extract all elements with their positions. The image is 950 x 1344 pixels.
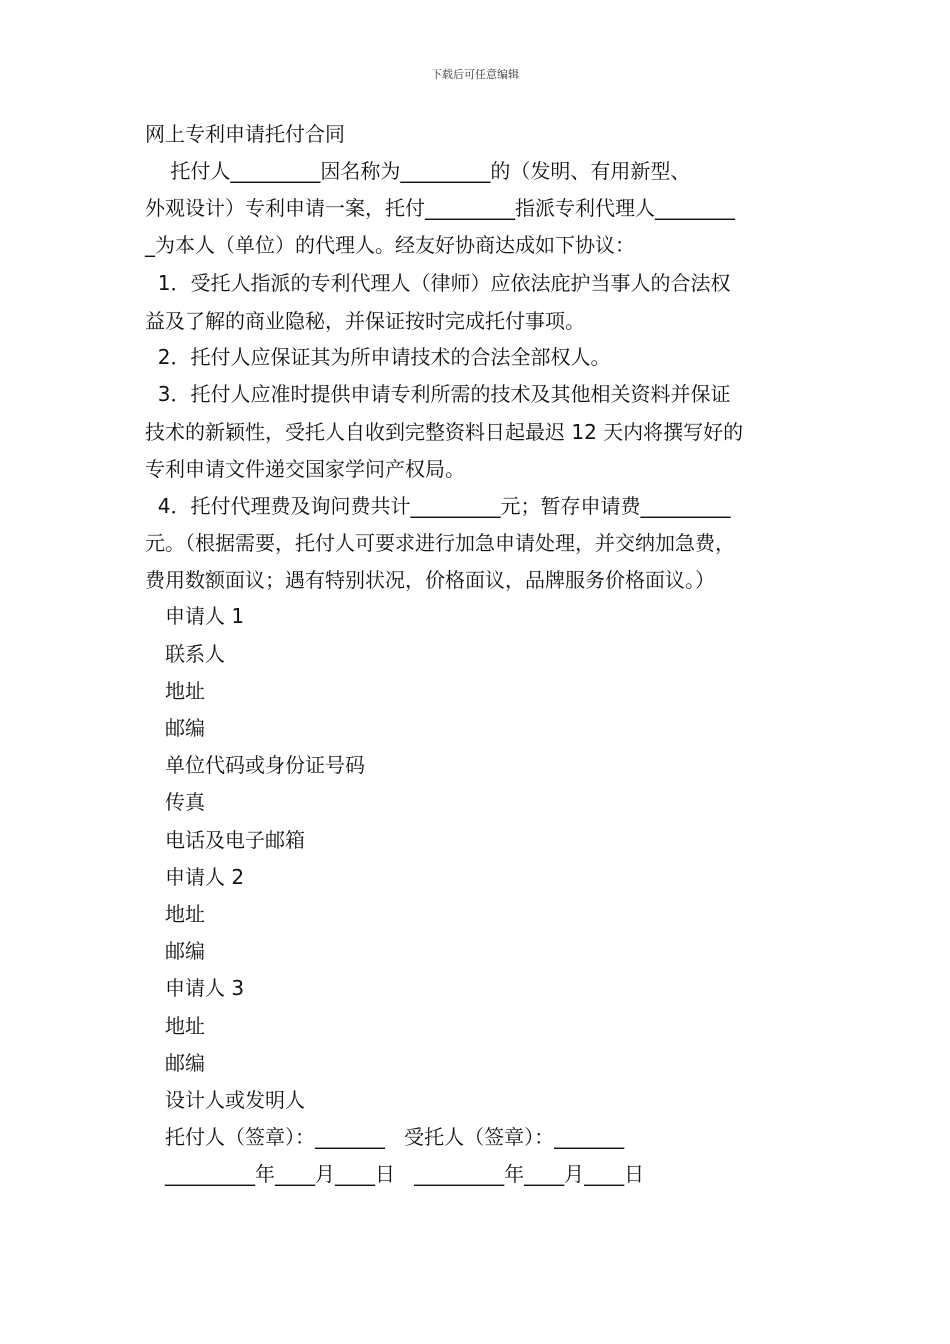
form-field-label: 邮编: [165, 716, 205, 740]
body-line: _为本人（单位）的代理人。经友好协商达成如下协议：: [145, 233, 635, 257]
date-line: _________年____月____日 _________年____月____日: [165, 1162, 645, 1186]
form-field-label: 申请人 3: [165, 976, 245, 1000]
document-title: 网上专利申请托付合同: [145, 122, 345, 146]
page-header: 下载后可任意编辑: [431, 68, 519, 81]
body-line: 技术的新颖性，受托人自收到完整资料日起最迟 12 天内将撰写好的: [145, 420, 744, 444]
clause-3: 3．托付人应准时提供申请专利所需的技术及其他相关资料并保证: [145, 382, 731, 406]
body-line: 元。（根据需要，托付人可要求进行加急申请处理，并交纳加急费，: [145, 531, 735, 555]
signature-line: 托付人（签章）：_______ 受托人（签章）：_______: [165, 1125, 625, 1149]
form-field-label: 邮编: [165, 939, 205, 963]
body-line: 益及了解的商业隐秘，并保证按时完成托付事项。: [145, 309, 585, 333]
body-line: 托付人_________因名称为_________的（发明、有用新型、: [145, 159, 691, 183]
form-field-label: 申请人 1: [165, 604, 245, 628]
form-field-label: 地址: [165, 679, 205, 703]
form-field-label: 邮编: [165, 1051, 205, 1075]
body-line: 专利申请文件递交国家学问产权局。: [145, 457, 465, 481]
form-field-label: 传真: [165, 790, 205, 814]
form-field-label: 单位代码或身份证号码: [165, 753, 365, 777]
form-field-label: 地址: [165, 1014, 205, 1038]
form-field-label: 联系人: [165, 642, 225, 666]
body-line: 费用数额面议；遇有特别状况，价格面议，品牌服务价格面议。）: [145, 568, 715, 592]
body-line: 外观设计）专利申请一案，托付_________指派专利代理人________: [145, 196, 735, 220]
form-field-label: 地址: [165, 902, 205, 926]
clause-4: 4．托付代理费及询问费共计_________元；暂存申请费_________: [145, 494, 731, 518]
clause-1: 1．受托人指派的专利代理人（律师）应依法庇护当事人的合法权: [145, 271, 731, 295]
form-field-label: 设计人或发明人: [165, 1088, 305, 1112]
form-field-label: 申请人 2: [165, 865, 245, 889]
form-field-label: 电话及电子邮箱: [165, 828, 305, 852]
clause-2: 2．托付人应保证其为所申请技术的合法全部权人。: [145, 345, 611, 369]
